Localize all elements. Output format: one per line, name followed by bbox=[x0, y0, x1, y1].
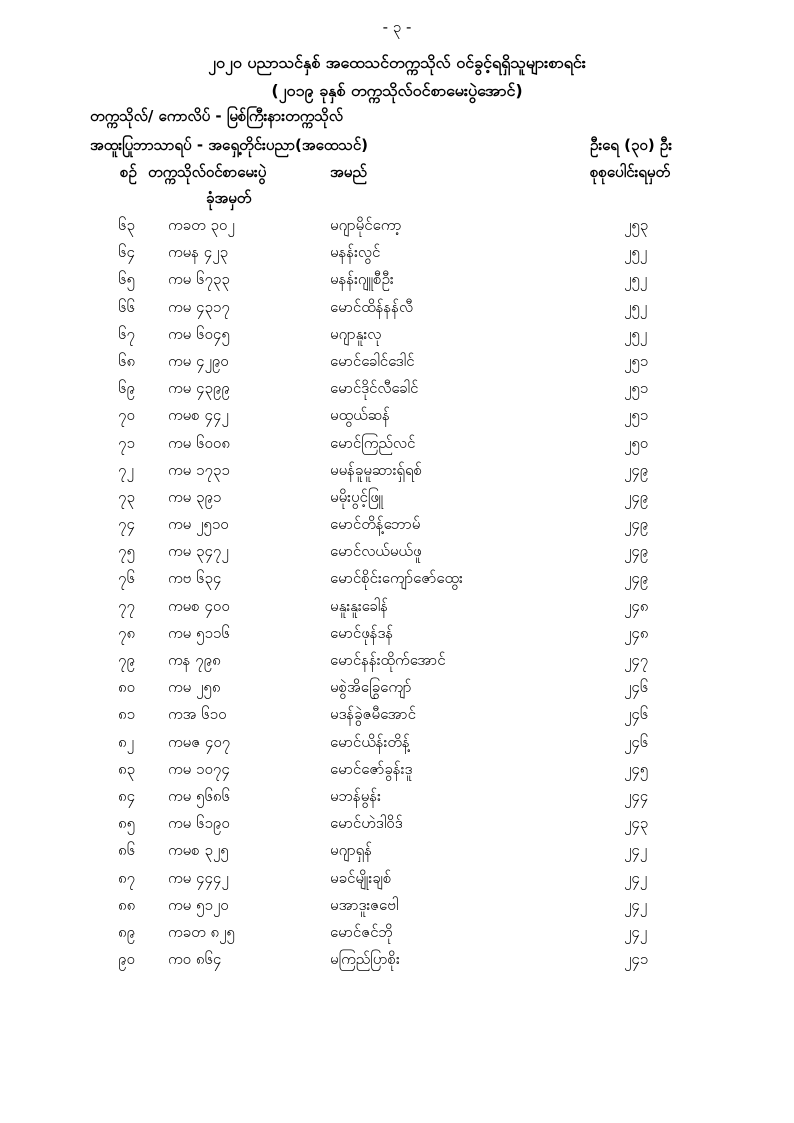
row-score: ၂၄၇ bbox=[624, 651, 649, 669]
row-score: ၂၅၃ bbox=[624, 216, 649, 234]
row-name: မောင်ခေါင်ဒေါင် bbox=[330, 351, 415, 370]
row-roll: ကမဇ ၄၀၇ bbox=[168, 732, 231, 751]
table-row bbox=[0, 569, 794, 596]
row-roll: ကမ ၅၁၁၆ bbox=[168, 623, 230, 642]
row-score: ၂၄၆ bbox=[624, 732, 649, 751]
row-roll: ကမ ၂၅၈ bbox=[168, 678, 221, 697]
row-name: မနန်းဂျူစီဦး bbox=[330, 270, 394, 289]
row-number: ၆၇ bbox=[118, 324, 135, 343]
table-row bbox=[0, 760, 794, 787]
results-table bbox=[0, 216, 794, 977]
row-roll: ကမစ ၃၂၅ bbox=[168, 841, 229, 860]
row-number: ၈၁ bbox=[118, 705, 136, 724]
row-number: ၈၃ bbox=[118, 759, 136, 778]
row-number: ၆၉ bbox=[118, 379, 135, 398]
row-roll: ကခတ ၈၂၅ bbox=[168, 922, 235, 941]
row-number: ၈၈ bbox=[118, 895, 136, 914]
row-roll: ကမစ ၄၄၂ bbox=[168, 406, 229, 425]
table-row bbox=[0, 216, 794, 243]
row-roll: ကမစ ၄၀၀ bbox=[168, 596, 230, 615]
table-row bbox=[0, 515, 794, 542]
table-row bbox=[0, 896, 794, 923]
row-name: မောင်ဇင်ဘို bbox=[330, 922, 393, 941]
table-row bbox=[0, 325, 794, 352]
row-number: ၇၇ bbox=[118, 596, 135, 615]
document-title: ၂၀၂၀ ပညာသင်နှစ် အထေသင်တက္ကသိုလ် ဝင်ခွင့်ရရှိသူများစာရင်း bbox=[208, 53, 586, 72]
student-count: ဦးရေ (၃၀) ဦး bbox=[590, 136, 673, 154]
row-score: ၂၄၃ bbox=[624, 814, 649, 833]
row-number: ၇၅ bbox=[118, 542, 135, 561]
row-number: ၉၀ bbox=[118, 950, 135, 969]
row-score: ၂၄၉ bbox=[624, 460, 649, 479]
row-score: ၂၄၄ bbox=[624, 786, 649, 805]
table-row bbox=[0, 243, 794, 270]
page-number: - ၃ - bbox=[382, 18, 412, 36]
row-roll: ကဗ ၆၃၄ bbox=[168, 569, 222, 588]
table-row bbox=[0, 787, 794, 814]
row-name: မဘန်မွန်း bbox=[330, 786, 381, 805]
row-number: ၇၀ bbox=[118, 406, 135, 425]
row-number: ၆၃ bbox=[118, 216, 135, 234]
row-number: ၆၄ bbox=[118, 243, 135, 262]
column-header-roll-sub: ခုံအမှတ် bbox=[206, 189, 252, 207]
row-roll: ကမ ၄၄၄၂ bbox=[168, 868, 229, 887]
row-score: ၂၄၂ bbox=[624, 895, 648, 914]
table-row bbox=[0, 461, 794, 488]
row-score: ၂၄၆ bbox=[624, 705, 649, 724]
row-number: ၇၂ bbox=[118, 460, 134, 479]
column-header-score: စုစုပေါင်းရမှတ် bbox=[590, 163, 671, 181]
row-score: ၂၄၅ bbox=[624, 759, 649, 778]
row-roll: ကမ ၁၀၇၄ bbox=[168, 759, 230, 778]
row-name: မစွဲအိခြွေကျော် bbox=[330, 678, 412, 697]
row-name: မဂျာမိုင်ကော့ bbox=[330, 216, 402, 234]
table-row bbox=[0, 597, 794, 624]
row-score: ၂၅၁ bbox=[624, 406, 649, 425]
row-number: ၆၅ bbox=[118, 270, 135, 289]
table-row bbox=[0, 814, 794, 841]
row-number: ၈၅ bbox=[118, 814, 136, 833]
row-number: ၇၄ bbox=[118, 515, 135, 534]
table-row bbox=[0, 651, 794, 678]
row-name: မနူးနူးခေါန် bbox=[330, 596, 389, 615]
row-score: ၂၄၆ bbox=[624, 678, 649, 697]
major-line: အထူးပြုဘာသာရပ် - အရှေ့တိုင်းပညာ(အထေသင်) bbox=[90, 136, 368, 154]
table-row bbox=[0, 270, 794, 297]
row-number: ၈၄ bbox=[118, 786, 136, 805]
table-row bbox=[0, 950, 794, 977]
row-roll: ကမ ၃၄၇၂ bbox=[168, 542, 229, 561]
row-number: ၈၀ bbox=[118, 678, 136, 697]
row-number: ၈၇ bbox=[118, 868, 136, 887]
row-name: မောင်လယ်မယ်ဖူ bbox=[330, 542, 422, 561]
row-score: ၂၄၂ bbox=[624, 841, 648, 860]
row-roll: ကမန ၄၂၃ bbox=[168, 243, 229, 262]
row-name: မောင်ဒိုင်လီခေါင် bbox=[330, 379, 419, 398]
row-score: ၂၄၈ bbox=[624, 623, 649, 642]
row-roll: ကမ ၄၃၉၉ bbox=[168, 379, 230, 398]
row-score: ၂၅၂ bbox=[624, 297, 648, 316]
table-row bbox=[0, 923, 794, 950]
table-row bbox=[0, 705, 794, 732]
row-name: မခင်မျိုးချစ် bbox=[330, 868, 392, 887]
row-score: ၂၅၂ bbox=[624, 243, 648, 262]
row-name: မောင်တိန့်ဘောမ် bbox=[330, 515, 421, 534]
row-name: မနန်းလွင် bbox=[330, 243, 381, 262]
row-number: ၇၆ bbox=[118, 569, 135, 588]
row-number: ၇၃ bbox=[118, 487, 135, 506]
row-number: ၇၉ bbox=[118, 651, 135, 669]
row-roll: ကအ ၆၁၀ bbox=[168, 705, 227, 724]
row-roll: ကမ ၆၇၃၃ bbox=[168, 270, 230, 289]
row-name: မမိုးပွင့်ဖြူ bbox=[330, 487, 384, 506]
row-number: ၇၈ bbox=[118, 623, 136, 642]
table-row bbox=[0, 434, 794, 461]
row-roll: ကမ ၅၁၂၀ bbox=[168, 895, 229, 914]
row-score: ၂၄၁ bbox=[624, 950, 649, 969]
column-header-roll: တက္ကသိုလ်ဝင်စာမေးပွဲ bbox=[148, 163, 267, 181]
row-score: ၂၄၉ bbox=[624, 515, 649, 534]
row-name: မောင်ဖုန်ဒန် bbox=[330, 623, 394, 642]
row-score: ၂၄၉ bbox=[624, 569, 649, 588]
table-row bbox=[0, 542, 794, 569]
row-score: ၂၄၉ bbox=[624, 487, 649, 506]
table-row bbox=[0, 406, 794, 433]
document-subtitle: (၂၀၁၉ ခုနှစ် တက္ကသိုလ်ဝင်စာမေးပွဲအောင်) bbox=[271, 81, 523, 100]
row-name: မောင်ယိန်းတိန့် bbox=[330, 732, 410, 751]
table-row bbox=[0, 488, 794, 515]
row-score: ၂၄၂ bbox=[624, 868, 648, 887]
row-number: ၇၁ bbox=[118, 433, 135, 452]
row-score: ၂၄၉ bbox=[624, 542, 649, 561]
table-row bbox=[0, 841, 794, 868]
row-score: ၂၄၈ bbox=[624, 596, 649, 615]
row-name: မမန်ခူမူဆားရှ်ရစ် bbox=[330, 460, 423, 479]
row-name: မောင်စိုင်းကျော်ဇော်ထွေး bbox=[330, 569, 463, 588]
row-number: ၆၆ bbox=[118, 297, 135, 316]
table-row bbox=[0, 379, 794, 406]
row-roll: ကမ ၃၉၁ bbox=[168, 487, 222, 506]
column-header-name: အမည် bbox=[330, 163, 367, 181]
row-roll: ကမ ၄၂၉၀ bbox=[168, 351, 229, 370]
row-roll: ကမ ၁၇၃၁ bbox=[168, 460, 230, 479]
table-row bbox=[0, 352, 794, 379]
row-roll: ကမ ၄၃၁၇ bbox=[168, 297, 230, 316]
row-roll: ကခတ ၃၀၂ bbox=[168, 216, 235, 234]
row-number: ၈၆ bbox=[118, 841, 136, 860]
row-name: မဂျာရှန် bbox=[330, 841, 373, 860]
row-score: ၂၅၁ bbox=[624, 351, 649, 370]
row-name: မောင်နန်းထိုက်အောင် bbox=[330, 651, 446, 669]
row-name: မောင်ဇော်ခွန်းဒူ bbox=[330, 759, 413, 778]
row-number: ၆၈ bbox=[118, 351, 136, 370]
table-row bbox=[0, 733, 794, 760]
row-name: မကြည်ပြာစိုး bbox=[330, 950, 400, 969]
table-row bbox=[0, 869, 794, 896]
row-name: မောင်ထိန်နန်လီ bbox=[330, 297, 414, 316]
university-line: တက္ကသိုလ်/ ကောလိပ် - မြစ်ကြီးနားတက္ကသိုလ် bbox=[90, 107, 343, 125]
row-roll: ကမ ၅၆၈၆ bbox=[168, 786, 230, 805]
row-roll: ကမ ၆၁၉၀ bbox=[168, 814, 230, 833]
row-roll: ကမ ၆၀၀၈ bbox=[168, 433, 230, 452]
row-roll: ကန ၇၉၈ bbox=[168, 651, 221, 669]
row-name: မအာဒူးဇဗေါ bbox=[330, 895, 399, 914]
row-score: ၂၅၂ bbox=[624, 270, 648, 289]
row-roll: ကဝ ၈၆၄ bbox=[168, 950, 222, 969]
row-score: ၂၅၀ bbox=[624, 433, 649, 452]
table-row bbox=[0, 298, 794, 325]
table-row bbox=[0, 678, 794, 705]
row-roll: ကမ ၂၅၁၀ bbox=[168, 515, 229, 534]
row-name: မောင်ကြည်လင် bbox=[330, 433, 416, 452]
table-row bbox=[0, 624, 794, 651]
row-score: ၂၅၁ bbox=[624, 379, 649, 398]
row-number: ၈၂ bbox=[118, 732, 134, 751]
row-number: ၈၉ bbox=[118, 922, 136, 941]
row-name: မဒန်ခွဲဇမီအောင် bbox=[330, 705, 416, 724]
row-name: မထွယ်ဆန် bbox=[330, 406, 390, 425]
row-name: မောင်ဟဲဒါဝိဒ် bbox=[330, 814, 403, 833]
row-score: ၂၅၂ bbox=[624, 324, 648, 343]
row-name: မဂျာနူးလု bbox=[330, 324, 382, 343]
row-roll: ကမ ၆၀၄၅ bbox=[168, 324, 230, 343]
column-header-no: စဉ် bbox=[120, 163, 137, 181]
row-score: ၂၄၂ bbox=[624, 922, 648, 941]
